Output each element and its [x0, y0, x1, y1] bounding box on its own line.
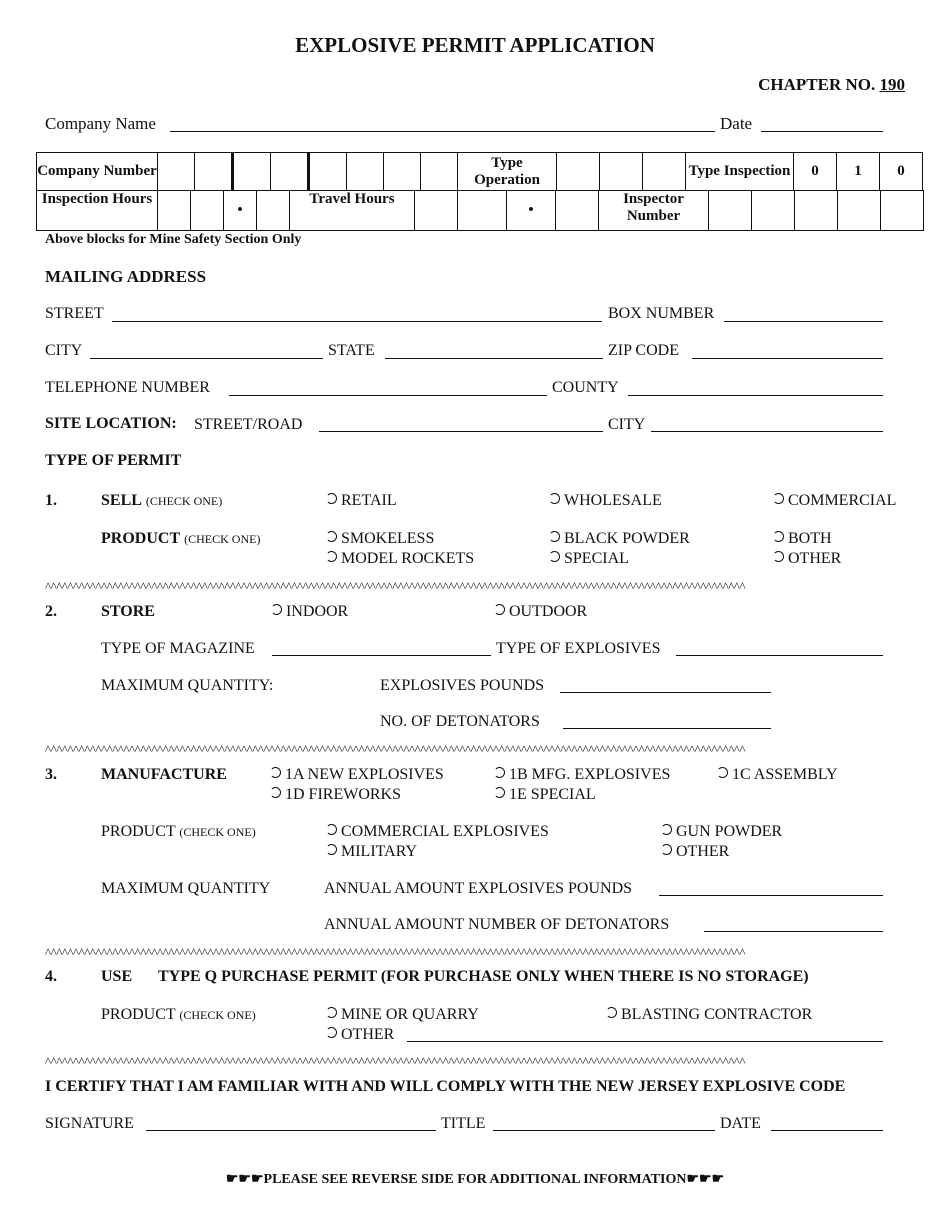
product-label: [101, 530, 260, 548]
grid-cell[interactable]: [309, 153, 347, 191]
city-field[interactable]: [90, 358, 323, 359]
chapter-value: 190: [879, 75, 905, 94]
option-label: COMMERCIAL: [788, 492, 897, 509]
company-name-field[interactable]: [170, 131, 715, 132]
grid-cell[interactable]: [421, 153, 458, 191]
grid-cell[interactable]: [384, 153, 421, 191]
certification-statement: I CERTIFY THAT I AM FAMILIAR WITH AND WILL COMPLY WITH THE NEW JERSEY EXPLOSIVE CODE: [45, 1078, 846, 1095]
option-blasting-contractor[interactable]: [606, 1006, 812, 1024]
site-city-field[interactable]: [651, 431, 883, 432]
grid-row-2: [36, 190, 924, 231]
county-label: COUNTY: [552, 379, 619, 396]
title-label: TITLE: [441, 1115, 486, 1132]
radio-icon: [494, 604, 505, 615]
street-field[interactable]: [112, 321, 602, 322]
option-label: 1B MFG. EXPLOSIVES: [509, 766, 671, 783]
radio-icon: [326, 824, 337, 835]
page-title: EXPLOSIVE PERMIT APPLICATION: [295, 33, 655, 57]
site-city-label: CITY: [608, 416, 646, 433]
radio-icon: [549, 493, 560, 504]
street-road-label: STREET/ROAD: [194, 416, 303, 433]
section-3-number: 3.: [45, 766, 57, 783]
grid-cell[interactable]: [191, 191, 224, 231]
radio-icon: [270, 787, 281, 798]
sell-label: [101, 492, 222, 510]
grid-cell[interactable]: [257, 191, 290, 231]
chapter-number: [758, 75, 905, 95]
type-of-magazine-label: TYPE OF MAGAZINE: [101, 640, 255, 657]
grid-cell[interactable]: [557, 153, 600, 191]
radio-icon: [326, 844, 337, 855]
option-label: BOTH: [788, 530, 832, 547]
option-label: OTHER: [676, 843, 730, 860]
signature-field[interactable]: [146, 1130, 436, 1131]
telephone-field[interactable]: [229, 395, 547, 396]
annual-detonators-field[interactable]: [704, 931, 883, 932]
grid-cell[interactable]: [795, 191, 838, 231]
inspection-hours-label: Inspection Hours: [37, 191, 158, 231]
radio-icon: [326, 551, 337, 562]
detonators-field[interactable]: [563, 728, 771, 729]
option-special[interactable]: [549, 550, 629, 568]
grid-cell[interactable]: [271, 153, 309, 191]
company-name-label: Company Name: [45, 114, 156, 133]
annual-pounds-field[interactable]: [659, 895, 883, 896]
option-wholesale[interactable]: [549, 492, 662, 510]
grid-cell[interactable]: [415, 191, 458, 231]
radio-icon: [326, 493, 337, 504]
other-product-field[interactable]: [407, 1041, 883, 1042]
option-1d-fireworks[interactable]: [270, 786, 401, 804]
annual-pounds-label: ANNUAL AMOUNT EXPLOSIVES POUNDS: [324, 880, 633, 897]
maximum-quantity-label: MAXIMUM QUANTITY: [101, 880, 271, 897]
grid-dot: •: [224, 191, 257, 231]
date-field[interactable]: [761, 131, 883, 132]
signature-date-field[interactable]: [771, 1130, 883, 1131]
company-number-label: Company Number: [37, 153, 158, 191]
product-text: PRODUCT: [101, 823, 176, 840]
radio-icon: [494, 767, 505, 778]
check-one-note: (CHECK ONE): [184, 532, 261, 546]
grid-cell[interactable]: [556, 191, 599, 231]
annual-detonators-label: ANNUAL AMOUNT NUMBER OF DETONATORS: [324, 916, 670, 933]
maximum-quantity-label: MAXIMUM QUANTITY:: [101, 677, 274, 694]
state-field[interactable]: [385, 358, 603, 359]
radio-icon: [717, 767, 728, 778]
option-label: SPECIAL: [564, 550, 629, 567]
digit-cell: 0: [880, 153, 923, 191]
grid-cell[interactable]: [643, 153, 686, 191]
section-divider: ^^^^^^^^^^^^^^^^^^^^^^^^^^^^^^^^^^^^^^^^^^^^^^^^^^^^^^^^^^^^^^^^^^^^^^^^^^^^^^^^^^^^^^^^^^^^^^^^^^^^^^^^^^^^^^^^^^^^^^^^^^^^^: [45, 582, 746, 594]
zip-code-field[interactable]: [692, 358, 883, 359]
grid-cell[interactable]: [881, 191, 924, 231]
box-number-field[interactable]: [724, 321, 883, 322]
section-4-number: 4.: [45, 968, 57, 985]
type-of-explosives-label: TYPE OF EXPLOSIVES: [496, 640, 661, 657]
grid-cell[interactable]: [752, 191, 795, 231]
check-one-note: (CHECK ONE): [145, 494, 223, 508]
travel-hours-label: Travel Hours: [290, 191, 415, 231]
product-label: [101, 823, 256, 841]
option-label: MODEL ROCKETS: [341, 550, 475, 567]
radio-icon: [549, 531, 560, 542]
product-text: PRODUCT: [101, 1006, 176, 1023]
grid-cell[interactable]: [600, 153, 643, 191]
type-q-permit-label: TYPE Q PURCHASE PERMIT (FOR PURCHASE ONLY WHEN THERE IS NO STORAGE): [158, 968, 809, 985]
option-label: INDOOR: [286, 603, 349, 620]
option-outdoor[interactable]: [494, 603, 587, 621]
title-field[interactable]: [493, 1130, 715, 1131]
product-text: PRODUCT: [101, 530, 181, 547]
option-black-powder[interactable]: [549, 530, 690, 548]
radio-icon: [773, 493, 784, 504]
telephone-label: TELEPHONE NUMBER: [45, 379, 210, 396]
zip-code-label: ZIP CODE: [608, 342, 679, 359]
option-label: COMMERCIAL EXPLOSIVES: [341, 823, 549, 840]
type-operation-label: Type Operation: [458, 153, 557, 191]
option-label: 1E SPECIAL: [509, 786, 596, 803]
grid-cell[interactable]: [458, 191, 507, 231]
explosives-pounds-field[interactable]: [560, 692, 771, 693]
option-label: SMOKELESS: [341, 530, 435, 547]
state-label: STATE: [328, 342, 375, 359]
option-label: OTHER: [788, 550, 842, 567]
radio-icon: [661, 844, 672, 855]
section-divider: ^^^^^^^^^^^^^^^^^^^^^^^^^^^^^^^^^^^^^^^^^^^^^^^^^^^^^^^^^^^^^^^^^^^^^^^^^^^^^^^^^^^^^^^^^^^^^^^^^^^^^^^^^^^^^^^^^^^^^^^^^^^^^: [45, 1057, 746, 1069]
mailing-address-heading: MAILING ADDRESS: [45, 267, 207, 286]
radio-icon: [326, 1007, 337, 1018]
option-indoor[interactable]: [271, 603, 348, 621]
option-label: BLASTING CONTRACTOR: [621, 1006, 813, 1023]
type-inspection-label: Type Inspection: [686, 153, 794, 191]
digit-cell: 1: [837, 153, 880, 191]
grid-cell[interactable]: [158, 191, 191, 231]
option-label: MINE OR QUARRY: [341, 1006, 479, 1023]
type-of-explosives-field[interactable]: [676, 655, 883, 656]
grid-note: Above blocks for Mine Safety Section Only: [45, 232, 302, 247]
option-label: GUN POWDER: [676, 823, 783, 840]
section-1-number: 1.: [45, 492, 57, 509]
detonators-label: NO. OF DETONATORS: [380, 713, 540, 730]
grid-cell[interactable]: [195, 153, 233, 191]
box-number-label: BOX NUMBER: [608, 305, 715, 322]
signature-label: SIGNATURE: [45, 1115, 134, 1132]
grid-cell[interactable]: [709, 191, 752, 231]
radio-icon: [271, 604, 282, 615]
option-label: 1C ASSEMBLY: [732, 766, 838, 783]
digit-cell: 0: [794, 153, 837, 191]
product-label: [101, 1006, 256, 1024]
date-label: Date: [720, 114, 753, 133]
radio-icon: [773, 551, 784, 562]
section-divider: ^^^^^^^^^^^^^^^^^^^^^^^^^^^^^^^^^^^^^^^^^^^^^^^^^^^^^^^^^^^^^^^^^^^^^^^^^^^^^^^^^^^^^^^^^^^^^^^^^^^^^^^^^^^^^^^^^^^^^^^^^^^^^: [45, 745, 746, 757]
radio-icon: [549, 551, 560, 562]
option-commercial[interactable]: [773, 492, 896, 510]
option-label: MILITARY: [341, 843, 418, 860]
option-1e-special[interactable]: [494, 786, 596, 804]
grid-dot: •: [507, 191, 556, 231]
inspector-number-label: Inspector Number: [599, 191, 709, 231]
grid-cell[interactable]: [347, 153, 384, 191]
radio-icon: [773, 531, 784, 542]
option-label: RETAIL: [341, 492, 397, 509]
radio-icon: [270, 767, 281, 778]
option-other[interactable]: [773, 550, 841, 568]
grid-row-1: [36, 152, 923, 191]
street-road-field[interactable]: [319, 431, 603, 432]
option-label: WHOLESALE: [564, 492, 662, 509]
signature-date-label: DATE: [720, 1115, 761, 1132]
type-of-permit-heading: TYPE OF PERMIT: [45, 452, 182, 469]
explosives-pounds-label: EXPLOSIVES POUNDS: [380, 677, 545, 694]
option-other[interactable]: [326, 1026, 394, 1044]
county-field[interactable]: [628, 395, 883, 396]
option-gun-powder[interactable]: [661, 823, 782, 841]
option-1b-mfg-explosives[interactable]: [494, 766, 670, 784]
option-military[interactable]: [326, 843, 417, 861]
option-other[interactable]: [661, 843, 729, 861]
option-retail[interactable]: [326, 492, 397, 510]
grid-cell[interactable]: [233, 153, 271, 191]
option-label: 1D FIREWORKS: [285, 786, 402, 803]
grid-cell[interactable]: [158, 153, 195, 191]
option-label: BLACK POWDER: [564, 530, 690, 547]
option-both[interactable]: [773, 530, 832, 548]
reverse-side-note: ☛☛☛PLEASE SEE REVERSE SIDE FOR ADDITIONAL INFORMATION☛☛☛: [225, 1172, 725, 1187]
radio-icon: [326, 531, 337, 542]
radio-icon: [326, 1027, 337, 1038]
option-mine-or-quarry[interactable]: [326, 1006, 479, 1024]
option-label: 1A NEW EXPLOSIVES: [285, 766, 444, 783]
option-model-rockets[interactable]: [326, 550, 474, 568]
sell-text: SELL: [101, 492, 142, 509]
chapter-label: CHAPTER NO.: [758, 75, 876, 94]
section-2-number: 2.: [45, 603, 57, 620]
store-label: STORE: [101, 603, 155, 620]
check-one-note: (CHECK ONE): [179, 1008, 256, 1022]
site-location-label: SITE LOCATION:: [45, 415, 177, 432]
check-one-note: (CHECK ONE): [179, 825, 256, 839]
section-divider: ^^^^^^^^^^^^^^^^^^^^^^^^^^^^^^^^^^^^^^^^^^^^^^^^^^^^^^^^^^^^^^^^^^^^^^^^^^^^^^^^^^^^^^^^^^^^^^^^^^^^^^^^^^^^^^^^^^^^^^^^^^^^^: [45, 948, 746, 960]
manufacture-label: MANUFACTURE: [101, 766, 227, 783]
grid-cell[interactable]: [838, 191, 881, 231]
type-of-magazine-field[interactable]: [272, 655, 491, 656]
use-label: USE: [101, 968, 133, 985]
street-label: STREET: [45, 305, 104, 322]
radio-icon: [661, 824, 672, 835]
option-label: OTHER: [341, 1026, 395, 1043]
radio-icon: [494, 787, 505, 798]
option-1c-assembly[interactable]: [717, 766, 838, 784]
option-label: OUTDOOR: [509, 603, 588, 620]
city-label: CITY: [45, 342, 83, 359]
option-commercial-explosives[interactable]: [326, 823, 549, 841]
option-smokeless[interactable]: [326, 530, 434, 548]
option-1a-new-explosives[interactable]: [270, 766, 444, 784]
radio-icon: [606, 1007, 617, 1018]
